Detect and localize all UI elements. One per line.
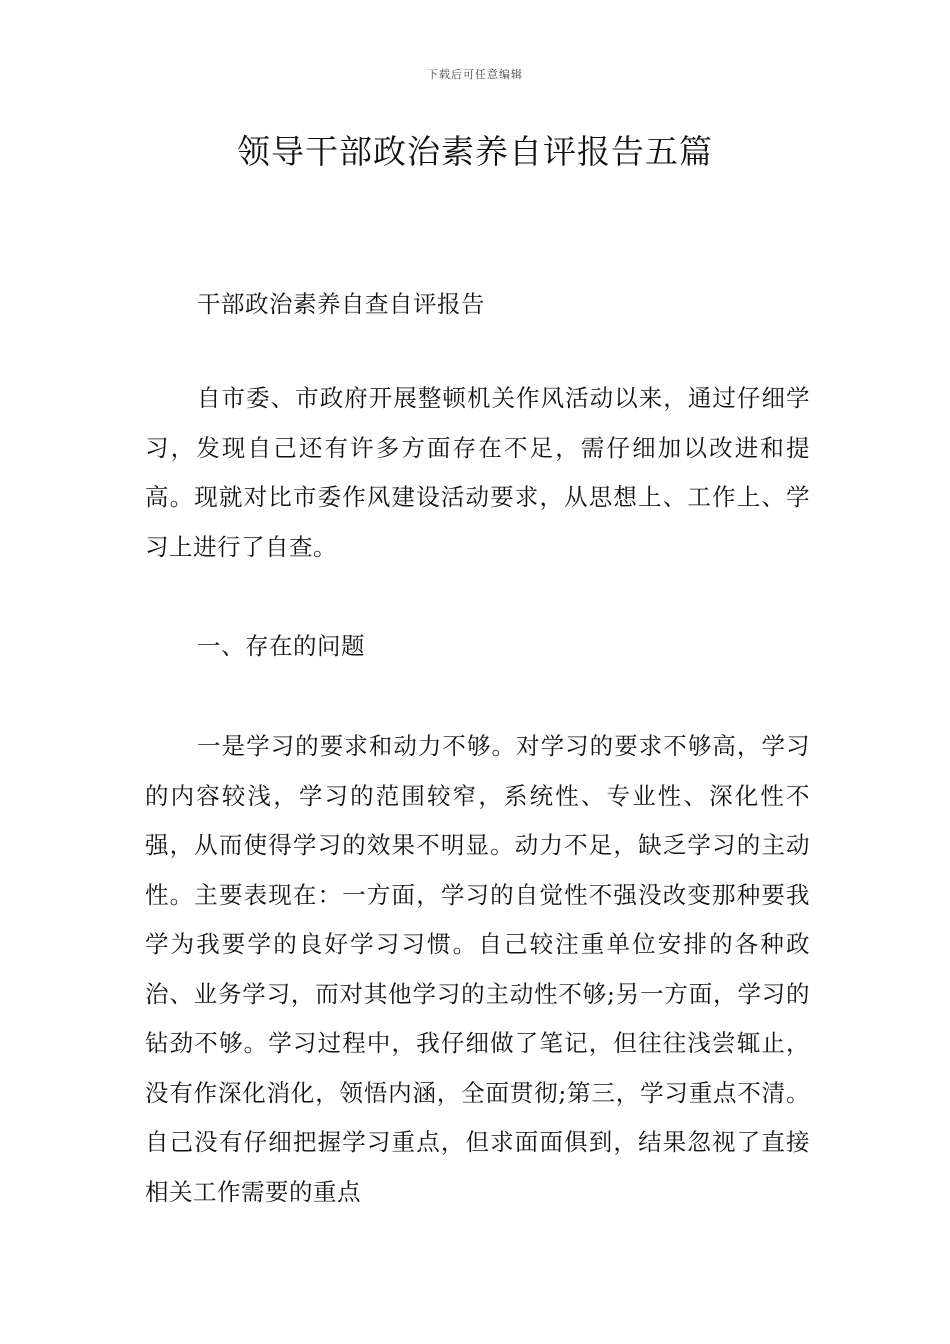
document-title: 领导干部政治素养自评报告五篇 [237, 132, 713, 171]
section-heading: 一、存在的问题 [197, 632, 365, 660]
header-note: 下载后可任意编辑 [427, 68, 523, 81]
subheading: 干部政治素养自查自评报告 [197, 290, 485, 318]
paragraph-problems: 一是学习的要求和动力不够。对学习的要求不够高，学习的内容较浅，学习的范围较窄，系统性、专业性、深化性不强，从而使得学习的效果不明显。动力不足，缺乏学习的主动性。主要表现在：一方面，学习的自觉性不强没改变那种要我学为我要学的良好学习习惯。自己较注重单位安排的各种政治、业务学习，而对其他学习的主动性不够;另一方面，学习的钻劲不够。学习过程中，我仔细做了笔记，但往往浅尝辄止，没有作深化消化，领悟内涵，全面贯彻;第三，学习重点不清。自己没有仔细把握学习重点，但求面面俱到，结果忽视了直接相关工作需要的重点 [145, 732, 810, 1206]
paragraph-intro: 自市委、市政府开展整顿机关作风活动以来，通过仔细学习，发现自己还有许多方面存在不足，需仔细加以改进和提高。现就对比市委作风建设活动要求，从思想上、工作上、学习上进行了自查。 [145, 384, 810, 561]
